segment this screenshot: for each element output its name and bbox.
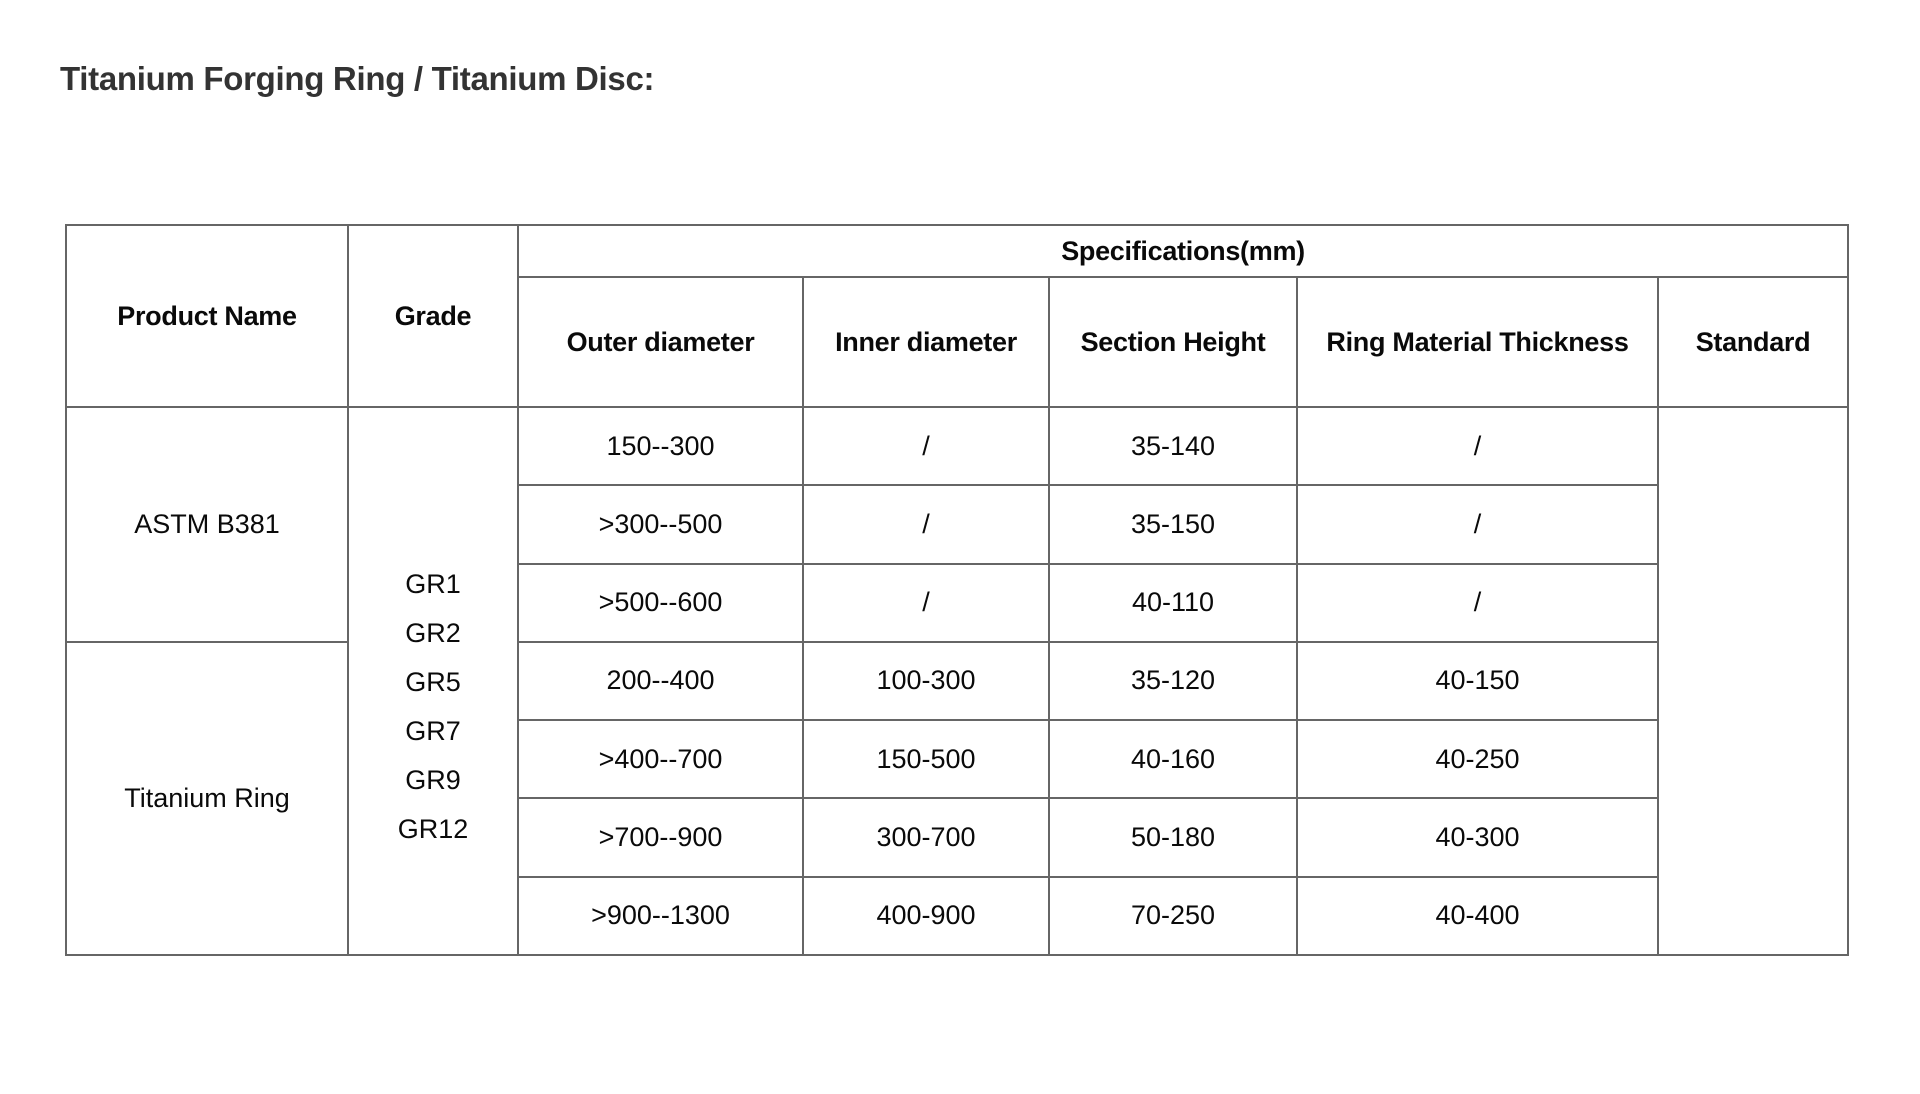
header-section-height: Section Height (1049, 277, 1297, 407)
section-height-cell: 50-180 (1049, 798, 1297, 876)
inner-diameter-cell: / (803, 485, 1049, 563)
outer-diameter-cell: >400--700 (518, 720, 803, 798)
grade-item: GR7 (405, 716, 461, 746)
header-product-name: Product Name (66, 225, 348, 407)
grade-list (349, 508, 517, 854)
inner-diameter-cell: / (803, 407, 1049, 485)
inner-diameter-cell: 100-300 (803, 642, 1049, 720)
standard-cell (1658, 407, 1848, 955)
grade-item: GR9 (405, 765, 461, 795)
ring-material-thickness-cell: 40-150 (1297, 642, 1658, 720)
ring-material-thickness-cell: 40-300 (1297, 798, 1658, 876)
header-specifications: Specifications(mm) (518, 225, 1848, 277)
grade-item: GR12 (397, 814, 469, 844)
specifications-table (65, 224, 1849, 956)
section-height-cell: 35-120 (1049, 642, 1297, 720)
ring-material-thickness-cell: 40-250 (1297, 720, 1658, 798)
header-grade: Grade (348, 225, 518, 407)
header-inner-diameter: Inner diameter (803, 277, 1049, 407)
document-title: Titanium Forging Ring / Titanium Disc: (60, 60, 655, 97)
header-row-1 (66, 225, 1848, 277)
grade-item: GR2 (405, 618, 461, 648)
header-standard: Standard (1658, 277, 1848, 407)
outer-diameter-cell: 200--400 (518, 642, 803, 720)
header-outer-diameter: Outer diameter (518, 277, 803, 407)
outer-diameter-cell: 150--300 (518, 407, 803, 485)
grade-item: GR5 (405, 667, 461, 697)
table-row (66, 642, 1848, 720)
outer-diameter-cell: >700--900 (518, 798, 803, 876)
grade-cell (348, 407, 518, 955)
table-row (66, 407, 1848, 485)
ring-material-thickness-cell: / (1297, 407, 1658, 485)
section-height-cell: 70-250 (1049, 877, 1297, 955)
ring-material-thickness-cell: 40-400 (1297, 877, 1658, 955)
inner-diameter-cell: 150-500 (803, 720, 1049, 798)
ring-material-thickness-cell: / (1297, 564, 1658, 642)
grade-item: GR1 (405, 569, 461, 599)
section-height-cell: 35-140 (1049, 407, 1297, 485)
outer-diameter-cell: >500--600 (518, 564, 803, 642)
header-ring-material-thickness: Ring Material Thickness (1297, 277, 1658, 407)
outer-diameter-cell: >900--1300 (518, 877, 803, 955)
section-height-cell: 35-150 (1049, 485, 1297, 563)
inner-diameter-cell: 400-900 (803, 877, 1049, 955)
ring-material-thickness-cell: / (1297, 485, 1658, 563)
section-height-cell: 40-160 (1049, 720, 1297, 798)
inner-diameter-cell: 300-700 (803, 798, 1049, 876)
product-name-cell: Titanium Ring (66, 642, 348, 955)
section-height-cell: 40-110 (1049, 564, 1297, 642)
outer-diameter-cell: >300--500 (518, 485, 803, 563)
product-name-cell: ASTM B381 (66, 407, 348, 642)
inner-diameter-cell: / (803, 564, 1049, 642)
